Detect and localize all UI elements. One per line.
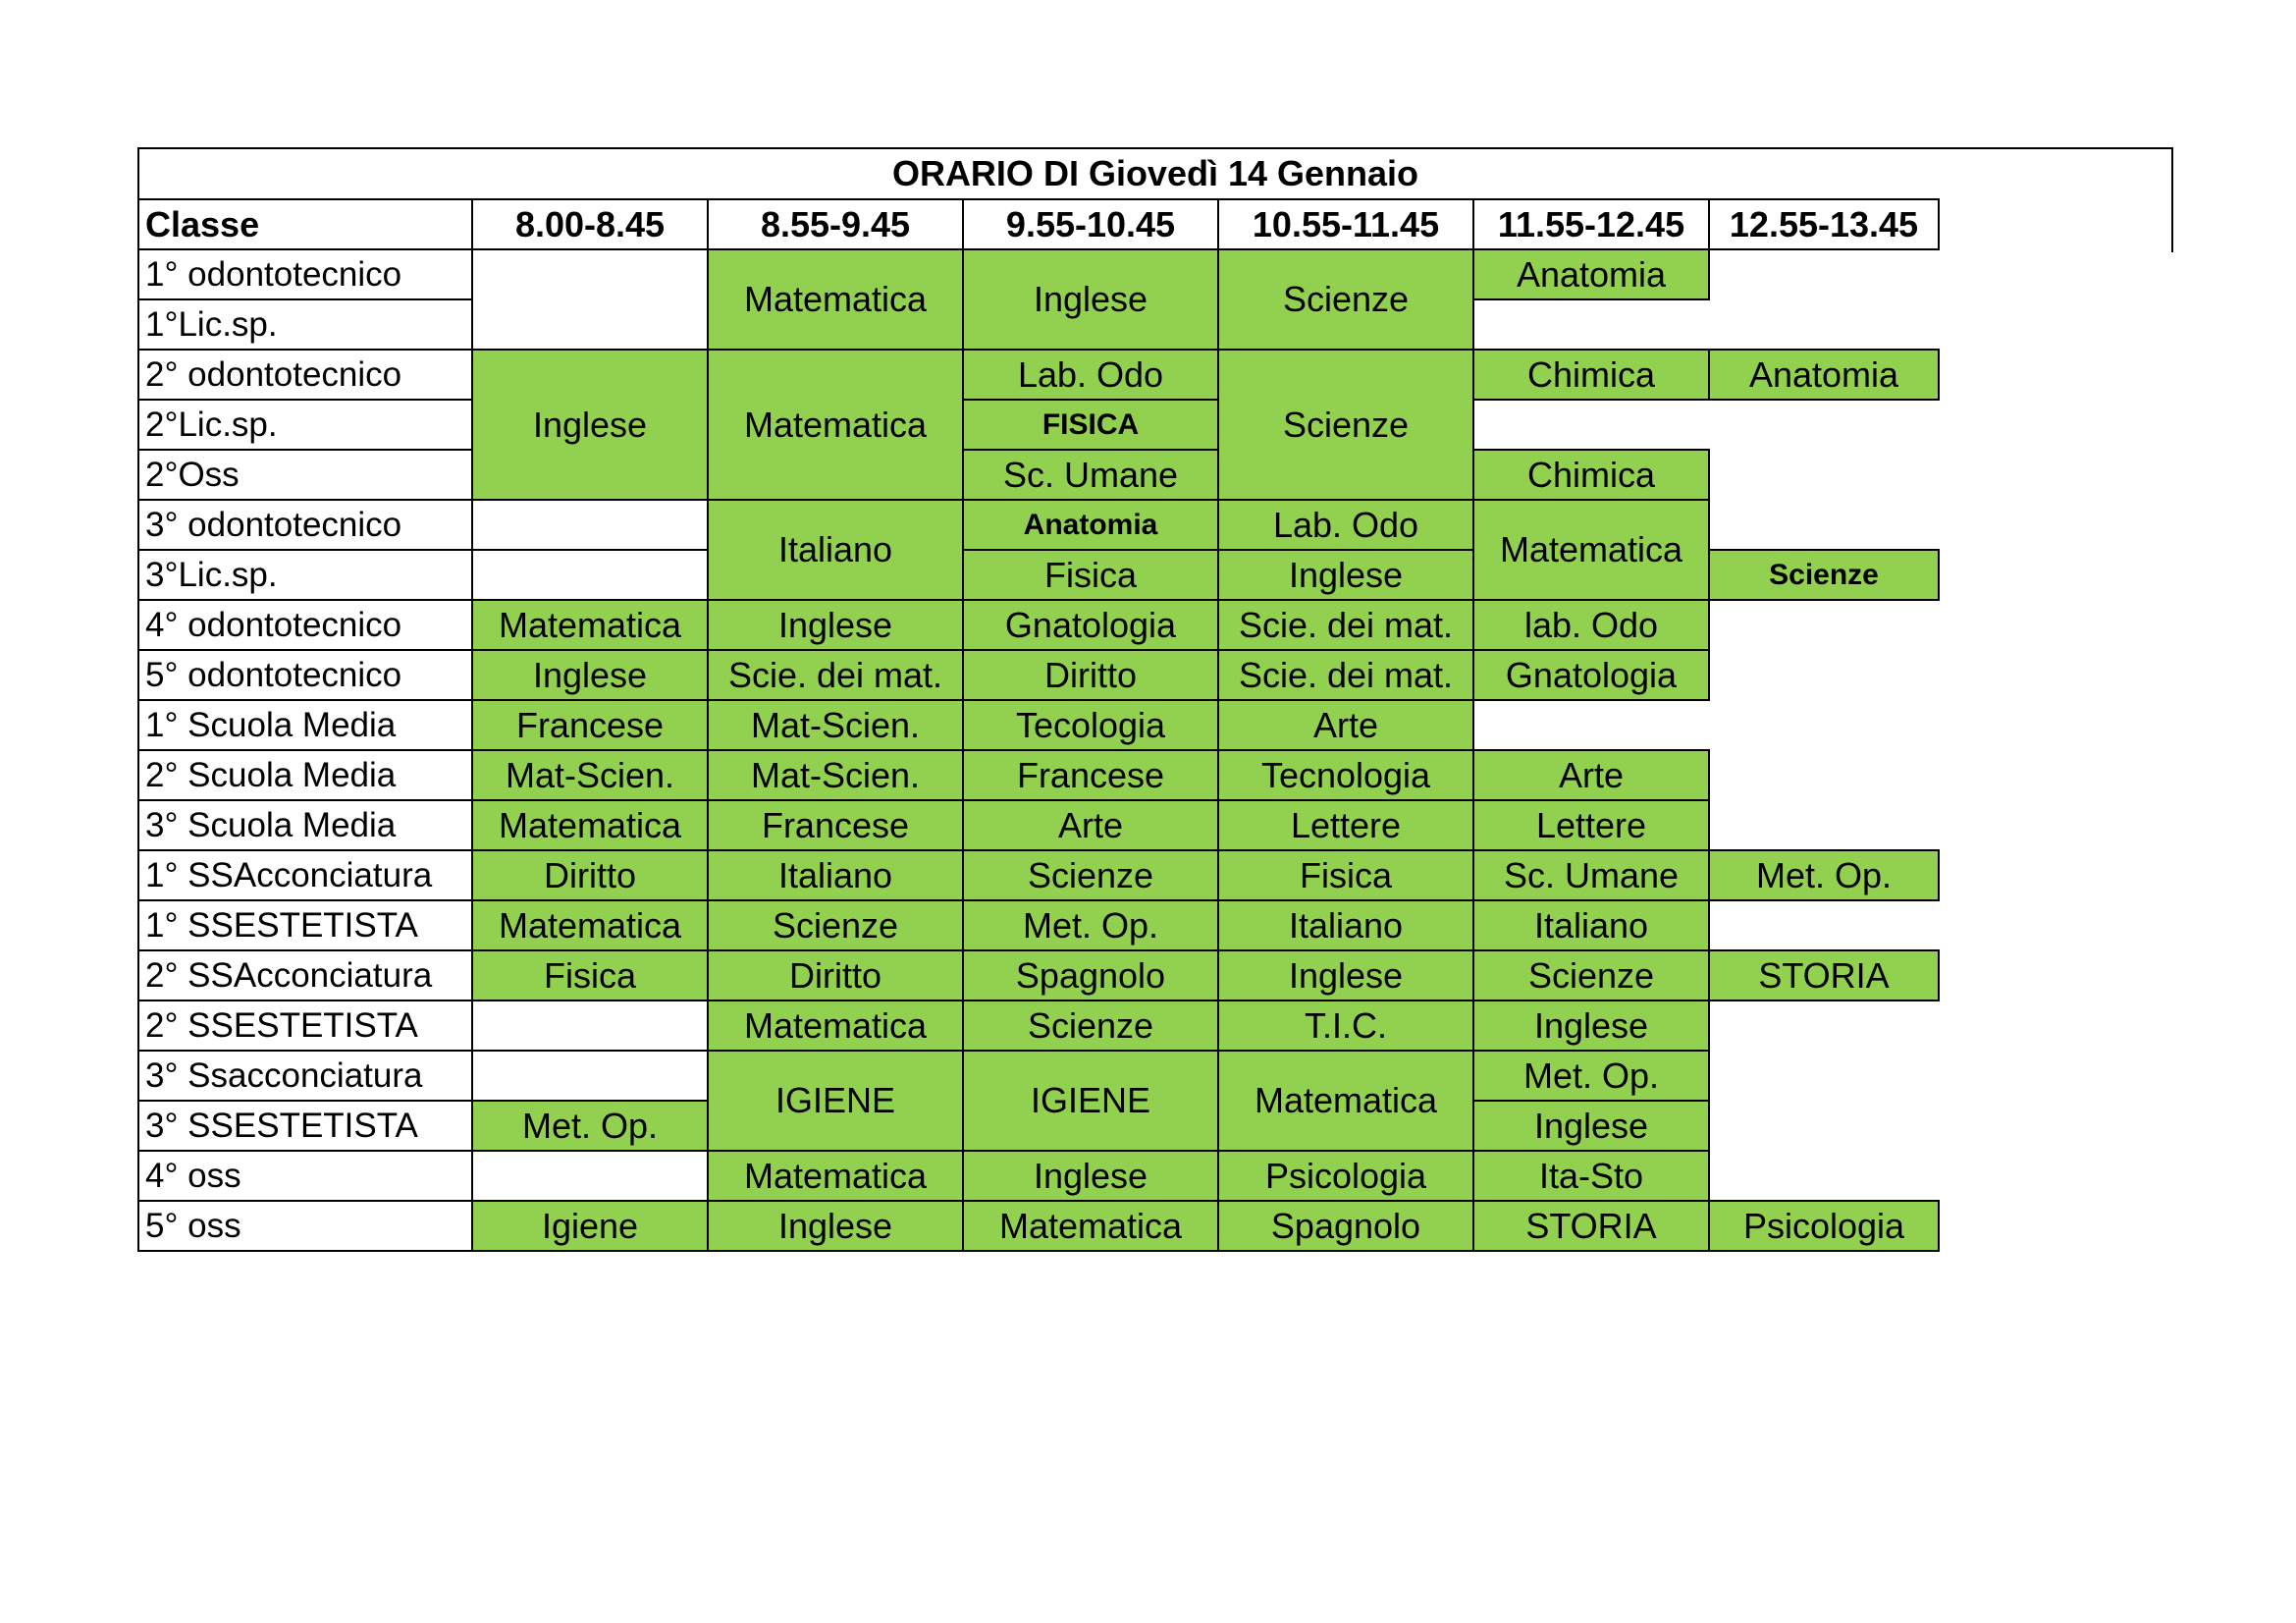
empty-cell: [1709, 600, 1939, 650]
lesson-cell: T.I.C.: [1218, 1001, 1473, 1051]
table-row: [138, 1151, 1939, 1201]
lesson-cell: STORIA: [1709, 950, 1939, 1001]
header-slot: 9.55-10.45: [963, 199, 1218, 249]
header-classe: Classe: [138, 199, 472, 249]
lesson-cell: Scienze: [963, 850, 1218, 900]
lesson-cell: Scienze: [1218, 350, 1473, 500]
table-row: [138, 500, 1939, 550]
lesson-cell: Italiano: [708, 500, 963, 600]
lesson-cell: Matematica: [472, 800, 708, 850]
class-name: 4° oss: [138, 1151, 472, 1201]
lesson-cell: Francese: [708, 800, 963, 850]
empty-cell: [1709, 1101, 1939, 1151]
lesson-cell: Arte: [1218, 700, 1473, 750]
lesson-cell: Scienze: [1709, 550, 1939, 600]
table-row: [138, 1001, 1939, 1051]
lesson-cell: Inglese: [1473, 1101, 1709, 1151]
class-name: 3° odontotecnico: [138, 500, 472, 550]
lesson-cell: Igiene: [472, 1201, 708, 1251]
title-right-border: [2171, 147, 2173, 252]
lesson-cell: Inglese: [963, 1151, 1218, 1201]
lesson-cell: Mat-Scien.: [708, 700, 963, 750]
class-name: 2° SSAcconciatura: [138, 950, 472, 1001]
schedule-table: [137, 198, 1940, 1252]
lesson-cell: Chimica: [1473, 450, 1709, 500]
table-row: [138, 600, 1939, 650]
lesson-cell: Inglese: [1473, 1001, 1709, 1051]
class-name: 5° odontotecnico: [138, 650, 472, 700]
lesson-cell: Psicologia: [1709, 1201, 1939, 1251]
class-name: 1° Scuola Media: [138, 700, 472, 750]
table-row: [138, 249, 1939, 299]
table-row: [138, 800, 1939, 850]
lesson-cell: FISICA: [963, 400, 1218, 450]
lesson-cell: Scie. dei mat.: [1218, 650, 1473, 700]
lesson-cell: Met. Op.: [1709, 850, 1939, 900]
class-name: 2°Oss: [138, 450, 472, 500]
lesson-cell: Met. Op.: [1473, 1051, 1709, 1101]
lesson-cell: Psicologia: [1218, 1151, 1473, 1201]
lesson-cell: IGIENE: [708, 1051, 963, 1151]
lesson-cell: Inglese: [472, 350, 708, 500]
lesson-cell: Matematica: [708, 350, 963, 500]
lesson-cell: Lettere: [1218, 800, 1473, 850]
lesson-cell: Fisica: [963, 550, 1218, 600]
lesson-cell: Tecologia: [963, 700, 1218, 750]
lesson-cell: Matematica: [1218, 1051, 1473, 1151]
table-row: [138, 700, 1939, 750]
lesson-cell: Met. Op.: [963, 900, 1218, 950]
lesson-cell: Italiano: [1218, 900, 1473, 950]
table-row: [138, 1201, 1939, 1251]
empty-cell: [472, 1001, 708, 1051]
lesson-cell: IGIENE: [963, 1051, 1218, 1151]
lesson-cell: Mat-Scien.: [472, 750, 708, 800]
empty-cell: [1709, 500, 1939, 550]
class-name: 1° SSAcconciatura: [138, 850, 472, 900]
lesson-cell: Met. Op.: [472, 1101, 708, 1151]
empty-cell: [472, 249, 708, 350]
lesson-cell: Anatomia: [1709, 350, 1939, 400]
lesson-cell: Chimica: [1473, 350, 1709, 400]
class-name: 2° odontotecnico: [138, 350, 472, 400]
lesson-cell: Matematica: [708, 1151, 963, 1201]
class-name: 3° SSESTETISTA: [138, 1101, 472, 1151]
lesson-cell: Tecnologia: [1218, 750, 1473, 800]
lesson-cell: Inglese: [1218, 550, 1473, 600]
lesson-cell: Diritto: [963, 650, 1218, 700]
lesson-cell: Arte: [1473, 750, 1709, 800]
lesson-cell: Matematica: [708, 249, 963, 350]
lesson-cell: Francese: [472, 700, 708, 750]
class-name: 2° SSESTETISTA: [138, 1001, 472, 1051]
lesson-cell: Spagnolo: [1218, 1201, 1473, 1251]
empty-cell: [1709, 1151, 1939, 1201]
header-slot: 8.00-8.45: [472, 199, 708, 249]
lesson-cell: Inglese: [708, 1201, 963, 1251]
lesson-cell: Sc. Umane: [1473, 850, 1709, 900]
empty-cell: [1709, 299, 1939, 350]
lesson-cell: Inglese: [963, 249, 1218, 350]
header-row: [138, 199, 1939, 249]
header-slot: 12.55-13.45: [1709, 199, 1939, 249]
lesson-cell: Fisica: [1218, 850, 1473, 900]
class-name: 5° oss: [138, 1201, 472, 1251]
lesson-cell: Francese: [963, 750, 1218, 800]
lesson-cell: Spagnolo: [963, 950, 1218, 1001]
empty-cell: [472, 550, 708, 600]
lesson-cell: Ita-Sto: [1473, 1151, 1709, 1201]
table-row: [138, 350, 1939, 400]
empty-cell: [1709, 450, 1939, 500]
table-row: [138, 1051, 1939, 1101]
empty-cell: [1473, 299, 1709, 350]
lesson-cell: Scienze: [1473, 950, 1709, 1001]
class-name: 2°Lic.sp.: [138, 400, 472, 450]
empty-cell: [1473, 400, 1709, 450]
lesson-cell: Scie. dei mat.: [1218, 600, 1473, 650]
lesson-cell: lab. Odo: [1473, 600, 1709, 650]
empty-cell: [1709, 1051, 1939, 1101]
empty-cell: [1709, 900, 1939, 950]
empty-cell: [1709, 750, 1939, 800]
empty-cell: [1709, 249, 1939, 299]
class-name: 3°Lic.sp.: [138, 550, 472, 600]
table-row: [138, 950, 1939, 1001]
lesson-cell: Gnatologia: [963, 600, 1218, 650]
lesson-cell: Scie. dei mat.: [708, 650, 963, 700]
class-name: 3° Ssacconciatura: [138, 1051, 472, 1101]
empty-cell: [1709, 400, 1939, 450]
lesson-cell: Mat-Scien.: [708, 750, 963, 800]
empty-cell: [472, 1051, 708, 1101]
lesson-cell: Inglese: [472, 650, 708, 700]
header-slot: 10.55-11.45: [1218, 199, 1473, 249]
lesson-cell: Gnatologia: [1473, 650, 1709, 700]
table-row: [138, 650, 1939, 700]
empty-cell: [1709, 700, 1939, 750]
lesson-cell: Sc. Umane: [963, 450, 1218, 500]
table-row: [138, 900, 1939, 950]
lesson-cell: Scienze: [708, 900, 963, 950]
empty-cell: [1473, 700, 1709, 750]
lesson-cell: Italiano: [708, 850, 963, 900]
table-row: [138, 450, 1939, 500]
lesson-cell: Lab. Odo: [963, 350, 1218, 400]
lesson-cell: Matematica: [708, 1001, 963, 1051]
lesson-cell: Italiano: [1473, 900, 1709, 950]
table-row: [138, 400, 1939, 450]
lesson-cell: Arte: [963, 800, 1218, 850]
lesson-cell: Scienze: [1218, 249, 1473, 350]
table-row: [138, 750, 1939, 800]
lesson-cell: Fisica: [472, 950, 708, 1001]
lesson-cell: Lettere: [1473, 800, 1709, 850]
lesson-cell: Diritto: [708, 950, 963, 1001]
class-name: 1°Lic.sp.: [138, 299, 472, 350]
table-row: [138, 850, 1939, 900]
empty-cell: [472, 1151, 708, 1201]
lesson-cell: Matematica: [472, 600, 708, 650]
lesson-cell: Anatomia: [1473, 249, 1709, 299]
lesson-cell: Diritto: [472, 850, 708, 900]
empty-cell: [1709, 1001, 1939, 1051]
header-slot: 8.55-9.45: [708, 199, 963, 249]
empty-cell: [472, 500, 708, 550]
lesson-cell: STORIA: [1473, 1201, 1709, 1251]
lesson-cell: Matematica: [1473, 500, 1709, 600]
lesson-cell: Inglese: [708, 600, 963, 650]
class-name: 1° SSESTETISTA: [138, 900, 472, 950]
class-name: 3° Scuola Media: [138, 800, 472, 850]
class-name: 4° odontotecnico: [138, 600, 472, 650]
header-slot: 11.55-12.45: [1473, 199, 1709, 249]
class-name: 1° odontotecnico: [138, 249, 472, 299]
lesson-cell: Matematica: [472, 900, 708, 950]
schedule-title: ORARIO DI Giovedì 14 Gennaio: [137, 147, 2173, 198]
empty-cell: [1709, 800, 1939, 850]
empty-cell: [1709, 650, 1939, 700]
lesson-cell: Inglese: [1218, 950, 1473, 1001]
lesson-cell: Matematica: [963, 1201, 1218, 1251]
lesson-cell: Anatomia: [963, 500, 1218, 550]
class-name: 2° Scuola Media: [138, 750, 472, 800]
lesson-cell: Lab. Odo: [1218, 500, 1473, 550]
lesson-cell: Scienze: [963, 1001, 1218, 1051]
